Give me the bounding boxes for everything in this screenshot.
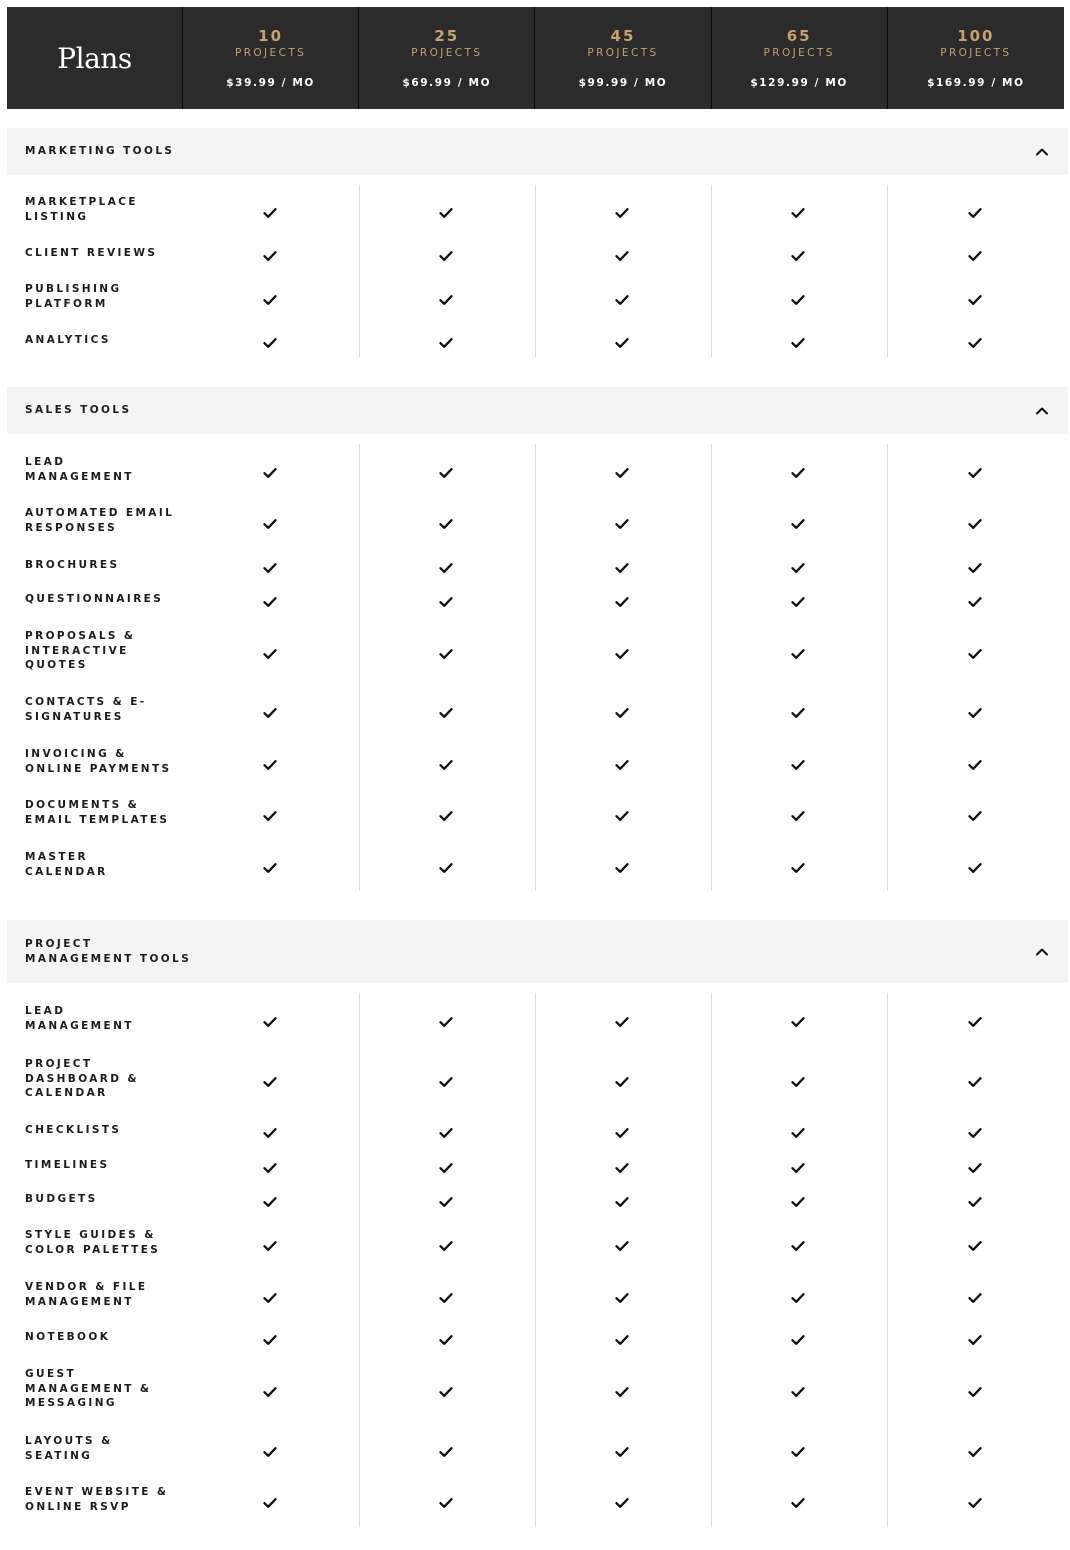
checkmark-icon [439, 704, 453, 716]
checkmark-icon [615, 1331, 629, 1343]
checkmark-icon [439, 1193, 453, 1205]
checkmark-icon [968, 704, 982, 716]
checkmark-icon [791, 756, 805, 768]
checkmark-icon [263, 807, 277, 819]
checkmark-icon [615, 1289, 629, 1301]
plans-title: Plans [57, 41, 132, 75]
checkmark-icon [615, 645, 629, 657]
checkmark-icon [968, 1331, 982, 1343]
checkmark-icon [263, 1159, 277, 1171]
checkmark-icon [791, 704, 805, 716]
checkmark-icon [263, 1124, 277, 1136]
checkmark-icon [968, 247, 982, 259]
column-divider [711, 444, 712, 891]
section-header[interactable] [7, 387, 1068, 434]
plan-project-count: 10 [258, 27, 284, 45]
checkmark-icon [615, 1159, 629, 1171]
checkmark-icon [968, 859, 982, 871]
checkmark-icon [615, 291, 629, 303]
checkmark-icon [968, 464, 982, 476]
checkmark-icon [263, 645, 277, 657]
checkmark-icon [263, 334, 277, 346]
checkmark-icon [439, 1383, 453, 1395]
checkmark-icon [968, 1013, 982, 1025]
checkmark-icon [968, 334, 982, 346]
checkmark-icon [439, 1443, 453, 1455]
checkmark-icon [791, 1124, 805, 1136]
checkmark-icon [439, 334, 453, 346]
checkmark-icon [263, 704, 277, 716]
checkmark-icon [263, 1013, 277, 1025]
checkmark-icon [968, 559, 982, 571]
checkmark-icon [439, 247, 453, 259]
checkmark-icon [791, 1193, 805, 1205]
checkmark-icon [439, 559, 453, 571]
checkmark-icon [615, 593, 629, 605]
checkmark-icon [615, 704, 629, 716]
chevron-up-icon[interactable] [1034, 144, 1050, 160]
checkmark-icon [791, 1383, 805, 1395]
checkmark-icon [439, 593, 453, 605]
checkmark-icon [263, 464, 277, 476]
checkmark-icon [791, 807, 805, 819]
checkmark-icon [791, 291, 805, 303]
chevron-up-icon[interactable] [1034, 403, 1050, 419]
feature-label: QUESTIONNAIRES [25, 592, 164, 605]
feature-label: LEAD MANAGEMENT [25, 456, 134, 483]
plan-unit-label: PROJECTS [940, 47, 1012, 59]
checkmark-icon [439, 1013, 453, 1025]
plans-header [7, 7, 1064, 109]
feature-label: ANALYTICS [25, 333, 111, 346]
checkmark-icon [615, 1494, 629, 1506]
checkmark-icon [791, 1159, 805, 1171]
plan-project-count: 65 [786, 27, 812, 45]
plan-unit-label: PROJECTS [587, 47, 659, 59]
column-divider [535, 444, 536, 891]
feature-label: TIMELINES [25, 1158, 110, 1171]
feature-label: MASTER CALENDAR [25, 851, 108, 878]
checkmark-icon [615, 756, 629, 768]
checkmark-icon [615, 464, 629, 476]
checkmark-icon [263, 756, 277, 768]
column-divider [711, 185, 712, 358]
feature-label: PUBLISHING PLATFORM [25, 283, 122, 310]
checkmark-icon [615, 334, 629, 346]
checkmark-icon [968, 291, 982, 303]
column-divider [359, 185, 360, 358]
feature-label: AUTOMATED EMAIL RESPONSES [25, 507, 175, 534]
checkmark-icon [439, 1073, 453, 1085]
feature-label: INVOICING & ONLINE PAYMENTS [25, 748, 172, 775]
feature-label: VENDOR & FILE MANAGEMENT [25, 1281, 148, 1308]
plan-column-25[interactable] [359, 7, 535, 109]
checkmark-icon [791, 247, 805, 259]
column-divider [535, 993, 536, 1527]
column-divider [359, 993, 360, 1527]
section-header[interactable] [7, 920, 1068, 983]
plan-project-count: 25 [434, 27, 460, 45]
checkmark-icon [263, 1443, 277, 1455]
checkmark-icon [968, 1159, 982, 1171]
checkmark-icon [439, 1494, 453, 1506]
checkmark-icon [968, 756, 982, 768]
column-divider [887, 993, 888, 1527]
plan-column-65[interactable] [712, 7, 888, 109]
checkmark-icon [615, 559, 629, 571]
chevron-up-icon[interactable] [1034, 944, 1050, 960]
checkmark-icon [263, 1073, 277, 1085]
checkmark-icon [615, 1193, 629, 1205]
feature-label: DOCUMENTS & EMAIL TEMPLATES [25, 799, 170, 826]
checkmark-icon [615, 247, 629, 259]
column-divider [887, 185, 888, 358]
checkmark-icon [439, 1159, 453, 1171]
checkmark-icon [439, 807, 453, 819]
section-title: MARKETING TOOLS [25, 145, 175, 158]
checkmark-icon [968, 1124, 982, 1136]
checkmark-icon [615, 1237, 629, 1249]
checkmark-icon [263, 515, 277, 527]
checkmark-icon [791, 593, 805, 605]
section-header[interactable] [7, 128, 1068, 175]
plan-unit-label: PROJECTS [411, 47, 483, 59]
checkmark-icon [263, 859, 277, 871]
checkmark-icon [791, 204, 805, 216]
section-title: PROJECT MANAGEMENT TOOLS [25, 938, 192, 965]
checkmark-icon [263, 1383, 277, 1395]
checkmark-icon [791, 1073, 805, 1085]
plan-price: $129.99 / MO [750, 77, 848, 89]
plan-price: $99.99 / MO [578, 77, 668, 89]
column-divider [711, 993, 712, 1527]
checkmark-icon [439, 1237, 453, 1249]
checkmark-icon [439, 859, 453, 871]
plan-price: $69.99 / MO [402, 77, 492, 89]
checkmark-icon [615, 1013, 629, 1025]
feature-label: NOTEBOOK [25, 1330, 111, 1343]
checkmark-icon [439, 1124, 453, 1136]
checkmark-icon [615, 204, 629, 216]
column-divider [887, 444, 888, 891]
feature-label: STYLE GUIDES & COLOR PALETTES [25, 1229, 161, 1256]
plan-column-10[interactable] [183, 7, 359, 109]
checkmark-icon [615, 1073, 629, 1085]
checkmark-icon [791, 334, 805, 346]
checkmark-icon [615, 807, 629, 819]
feature-label: PROJECT DASHBOARD & CALENDAR [25, 1057, 139, 1100]
checkmark-icon [968, 1443, 982, 1455]
checkmark-icon [615, 1443, 629, 1455]
checkmark-icon [439, 515, 453, 527]
checkmark-icon [263, 291, 277, 303]
feature-label: CONTACTS & E- SIGNATURES [25, 696, 147, 723]
checkmark-icon [439, 1289, 453, 1301]
checkmark-icon [968, 204, 982, 216]
checkmark-icon [968, 1237, 982, 1249]
plan-project-count: 45 [610, 27, 636, 45]
checkmark-icon [263, 1494, 277, 1506]
checkmark-icon [968, 645, 982, 657]
checkmark-icon [791, 1289, 805, 1301]
feature-label: BUDGETS [25, 1192, 98, 1205]
checkmark-icon [968, 1289, 982, 1301]
checkmark-icon [439, 645, 453, 657]
plan-project-count: 100 [957, 27, 995, 45]
plan-column-100[interactable] [888, 7, 1064, 109]
checkmark-icon [968, 593, 982, 605]
plan-unit-label: PROJECTS [234, 47, 307, 59]
checkmark-icon [263, 247, 277, 259]
checkmark-icon [615, 1383, 629, 1395]
checkmark-icon [439, 464, 453, 476]
checkmark-icon [791, 1237, 805, 1249]
checkmark-icon [968, 1193, 982, 1205]
feature-label: BROCHURES [25, 558, 120, 571]
checkmark-icon [791, 859, 805, 871]
checkmark-icon [968, 807, 982, 819]
checkmark-icon [439, 291, 453, 303]
checkmark-icon [263, 1331, 277, 1343]
plan-unit-label: PROJECTS [763, 47, 835, 59]
checkmark-icon [791, 1443, 805, 1455]
checkmark-icon [615, 1124, 629, 1136]
feature-label: GUEST MANAGEMENT & MESSAGING [25, 1367, 152, 1410]
checkmark-icon [615, 859, 629, 871]
checkmark-icon [791, 559, 805, 571]
plans-title-cell [7, 7, 183, 109]
checkmark-icon [439, 756, 453, 768]
checkmark-icon [263, 1237, 277, 1249]
column-divider [359, 444, 360, 891]
checkmark-icon [968, 1073, 982, 1085]
checkmark-icon [791, 1331, 805, 1343]
feature-label: MARKETPLACE LISTING [25, 196, 138, 223]
feature-label: PROPOSALS & INTERACTIVE QUOTES [25, 629, 136, 672]
checkmark-icon [263, 1289, 277, 1301]
checkmark-icon [968, 515, 982, 527]
feature-label: LAYOUTS & SEATING [25, 1435, 113, 1462]
checkmark-icon [791, 645, 805, 657]
checkmark-icon [791, 1494, 805, 1506]
feature-label: LEAD MANAGEMENT [25, 1005, 134, 1032]
plan-price: $39.99 / MO [226, 77, 315, 89]
checkmark-icon [263, 593, 277, 605]
checkmark-icon [968, 1494, 982, 1506]
checkmark-icon [968, 1383, 982, 1395]
feature-label: EVENT WEBSITE & ONLINE RSVP [25, 1486, 169, 1513]
checkmark-icon [439, 204, 453, 216]
plan-price: $169.99 / MO [927, 77, 1025, 89]
column-divider [535, 185, 536, 358]
checkmark-icon [263, 204, 277, 216]
checkmark-icon [791, 464, 805, 476]
checkmark-icon [263, 559, 277, 571]
feature-label: CHECKLISTS [25, 1123, 122, 1136]
checkmark-icon [791, 1013, 805, 1025]
checkmark-icon [791, 515, 805, 527]
checkmark-icon [263, 1193, 277, 1205]
section-title: SALES TOOLS [25, 404, 132, 417]
plan-column-45[interactable] [535, 7, 711, 109]
feature-label: CLIENT REVIEWS [25, 246, 158, 259]
checkmark-icon [439, 1331, 453, 1343]
checkmark-icon [615, 515, 629, 527]
